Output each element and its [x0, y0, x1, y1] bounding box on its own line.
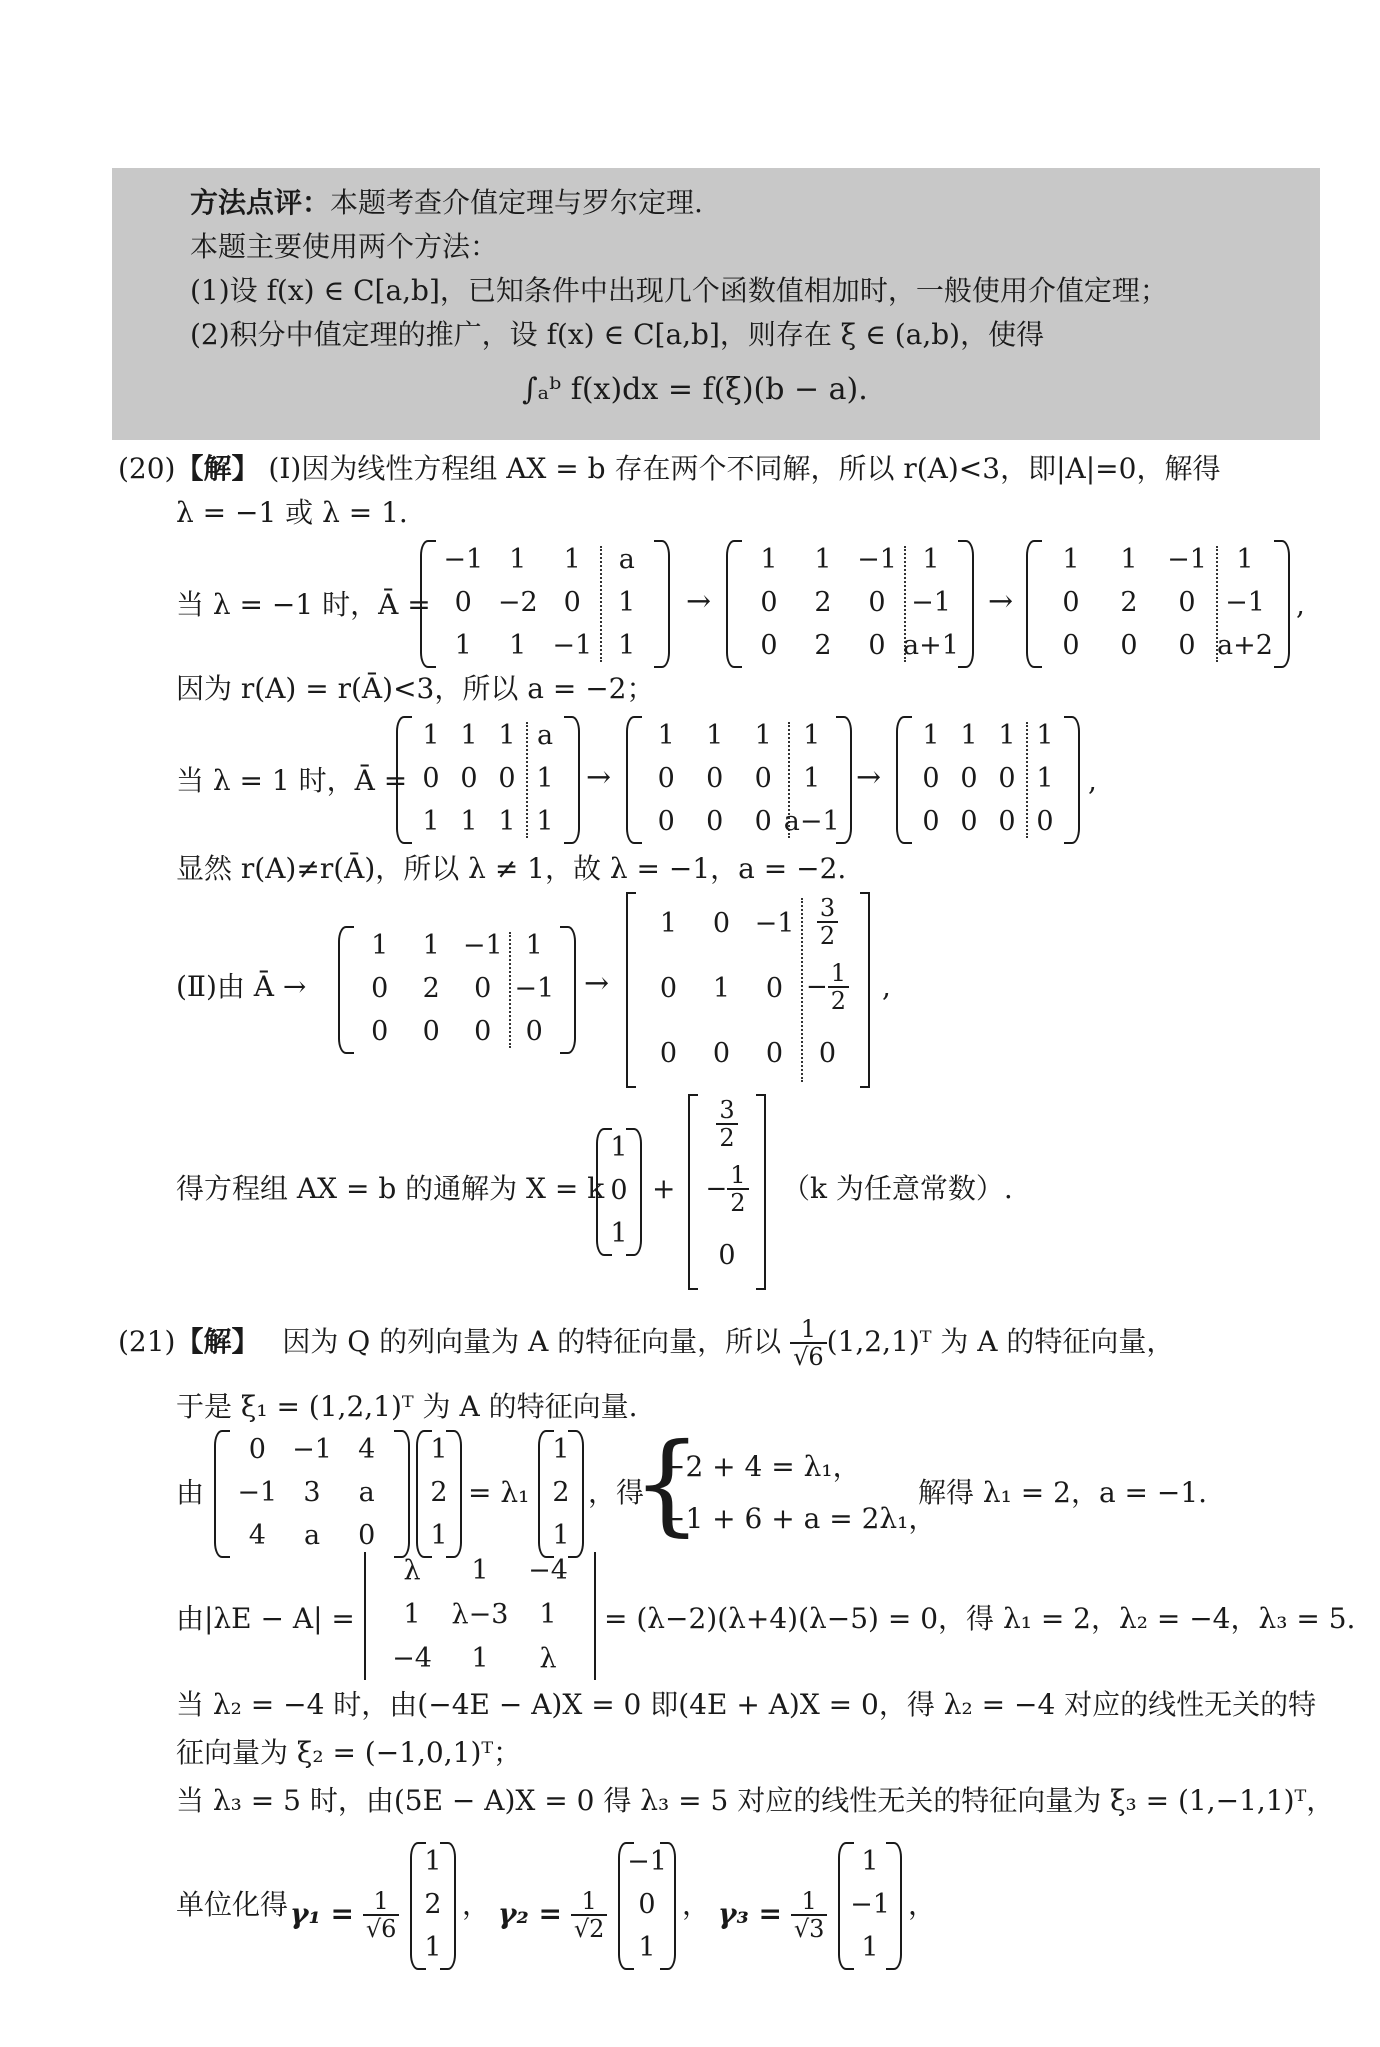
matrix-cell: 1	[525, 930, 543, 962]
matrix-cell: 0	[1036, 805, 1054, 837]
matrix-cell: 0	[922, 763, 940, 794]
matrix-cell: 1	[498, 805, 516, 837]
bracket-l	[626, 892, 636, 1088]
matrix-cell: a+2	[1217, 629, 1273, 661]
q21-det-prefix: 由|λE − A| =	[176, 1602, 355, 1635]
matrix-cell: 1	[861, 1931, 879, 1963]
matrix-cell: 3	[303, 1477, 321, 1508]
matrix-cell: 1	[960, 720, 978, 752]
matrix-cell: −1	[462, 930, 503, 962]
matrix-cell: 0	[1062, 587, 1080, 618]
remark-title: 方法点评：	[190, 186, 331, 219]
matrix-cell: 1	[803, 763, 821, 794]
matrix-cell: 0	[371, 1015, 389, 1047]
matrix-cell: 1	[509, 629, 527, 661]
matrix-cell: 1	[422, 930, 440, 962]
gamma-1-label	[290, 1888, 399, 1943]
q21-sys-2: −1 + 6 + a = 2λ₁，	[662, 1502, 937, 1535]
matrix-cell: $\frac{3}{2}$	[697, 1097, 757, 1152]
matrix-cell: −1	[627, 1846, 667, 1878]
q20-case1: 当 λ = −1 时，Ā =	[176, 588, 431, 621]
gamma-3-label	[718, 1888, 827, 1943]
matrix-cell: 0	[718, 1240, 736, 1272]
vector-xi1-left	[416, 1430, 462, 1558]
q21-line-2: 于是 ξ₁ = (1,2,1)ᵀ 为 A 的特征向量.	[176, 1390, 638, 1423]
q21-tag: 【解】	[175, 1324, 260, 1358]
matrix-cell: 1	[422, 805, 440, 837]
matrix-cell: −1	[552, 629, 593, 661]
matrix-cell: 1	[563, 544, 581, 576]
matrix-augmented-6	[896, 716, 1080, 844]
matrix-cell: 0	[760, 629, 778, 661]
det-bar-r	[594, 1552, 596, 1680]
q21-fraction	[790, 1316, 827, 1371]
matrix-cell: −1	[443, 544, 484, 576]
method-remark-box	[112, 168, 1320, 440]
matrix-cell: −1	[514, 973, 555, 1004]
matrix-cell: λ	[539, 1643, 557, 1674]
matrix-cell: 0	[1178, 629, 1196, 661]
matrix-cell: 0	[712, 907, 731, 939]
matrix-A	[214, 1430, 410, 1558]
matrix-cell: 0	[563, 587, 581, 618]
remark-line-3: (1)设 f(x) ∈ C[a,b]，已知条件中出现几个函数值相加时，一般使用介值定理；	[190, 274, 1168, 307]
matrix-cell: 1	[460, 805, 478, 837]
q20-line-3: 因为 r(A) = r(Ā)<3，所以 a = −2；	[176, 672, 655, 705]
matrix-cell: 1	[509, 544, 527, 576]
matrix-augmented-1	[420, 540, 670, 668]
matrix-cell: $\frac{3}{2}$	[798, 895, 858, 950]
matrix-cell: 1	[1036, 720, 1054, 752]
g3-num: 1	[791, 1888, 828, 1916]
matrix-cell: 2	[430, 1477, 448, 1508]
matrix-cell: 0	[460, 763, 478, 794]
matrix-cell: 0	[659, 1038, 678, 1070]
matrix-cell: 2	[814, 587, 832, 618]
matrix-cell: 2	[814, 629, 832, 661]
gamma-sep-2: ，	[682, 1888, 711, 1921]
bracket-r	[756, 1094, 766, 1290]
matrix-cell: 0	[1062, 629, 1080, 661]
q20-label: (20)	[118, 452, 176, 485]
matrix-cell: 0	[868, 629, 886, 661]
matrix-cell: 0	[712, 1038, 731, 1070]
matrix-cell: a	[618, 544, 635, 576]
determinant	[362, 1550, 598, 1682]
q21-det-suffix: = (λ−2)(λ+4)(λ−5) = 0，得 λ₁ = 2，λ₂ = −4，λ₃ = 5.	[604, 1602, 1356, 1635]
remark-text-1: 本题考查介值定理与罗尔定理.	[330, 186, 703, 219]
gamma-1-frac	[363, 1888, 400, 1943]
matrix-cell: 0	[525, 1015, 543, 1047]
matrix-cell: 0	[706, 763, 724, 794]
matrix-cell: −1	[237, 1477, 278, 1508]
remark-line-1	[190, 186, 703, 220]
matrix-augmented-2	[726, 540, 974, 668]
matrix-cell: 1	[371, 930, 389, 962]
matrix-cell: 1	[618, 629, 636, 661]
matrix-cell: 0	[1120, 629, 1138, 661]
q20-plus: +	[652, 1172, 676, 1205]
matrix-cell: −2	[497, 587, 538, 618]
matrix-cell: 1	[814, 544, 832, 576]
matrix-cell: 0	[610, 1175, 628, 1206]
matrix-cell: 2	[424, 1889, 442, 1920]
gamma-2-text: γ₂ =	[498, 1896, 562, 1930]
matrix-reduced	[626, 892, 870, 1088]
matrix-cell: 1	[998, 720, 1016, 752]
g1-den: √6	[365, 1915, 397, 1944]
arrow-3: →	[586, 760, 612, 795]
g2-den: √2	[573, 1915, 605, 1944]
matrix-cell: 1	[430, 1519, 448, 1551]
q21-label: (21)	[118, 1324, 176, 1358]
gamma-3-frac	[791, 1888, 828, 1943]
matrix-cell: 1	[754, 720, 772, 752]
bracket-r	[860, 892, 870, 1088]
paren-l	[1026, 540, 1042, 668]
q21-line-4: 征向量为 ξ₂ = (−1,0,1)ᵀ；	[176, 1736, 522, 1769]
gamma-3-text: γ₃ =	[718, 1896, 782, 1930]
vector-particular	[688, 1094, 766, 1290]
matrix-augmented-5	[626, 716, 852, 844]
matrix-cell: 1	[498, 720, 516, 752]
matrix-cell: 0	[818, 1038, 837, 1070]
matrix-cell: 1	[471, 1643, 489, 1674]
matrix-cell: 2	[422, 973, 440, 1004]
matrix-cell: 1	[922, 720, 940, 752]
matrix-cell: 2	[1120, 587, 1138, 618]
q21-line-1	[118, 1316, 1174, 1371]
matrix-cell: 0	[960, 805, 978, 837]
q21-text-1a: 因为 Q 的列向量为 A 的特征向量，所以	[282, 1324, 782, 1358]
matrix-cell: 1	[454, 629, 472, 661]
matrix-cell: −1	[1225, 587, 1265, 618]
matrix-cell: 1	[471, 1555, 489, 1586]
arrow-4: →	[856, 760, 882, 795]
matrix-cell: 1	[460, 720, 478, 752]
matrix-cell: 0	[657, 763, 675, 794]
matrix-cell: 1	[618, 587, 636, 618]
matrix-cell: 1	[424, 1846, 442, 1878]
gamma-2-frac	[571, 1888, 608, 1943]
matrix-cell: 1	[539, 1599, 557, 1630]
matrix-cell: a	[536, 720, 554, 752]
matrix-cell: 1	[861, 1846, 879, 1878]
q20-part2: (Ⅱ)由 Ā →	[176, 970, 307, 1003]
matrix-cell: 0	[498, 763, 516, 794]
matrix-cell: − $\frac{1}{2}$	[697, 1162, 757, 1217]
matrix-cell: λ−3	[451, 1599, 509, 1630]
matrix-cell: 0	[706, 805, 724, 837]
q20-comma-2: ,	[1088, 764, 1097, 797]
q21-unit: 单位化得	[176, 1888, 289, 1921]
gamma-2-label	[498, 1888, 607, 1943]
gamma-sep-1: ，	[462, 1888, 491, 1921]
matrix-cell: −4	[392, 1643, 432, 1674]
matrix-cell: 0	[765, 973, 784, 1004]
g1-num: 1	[363, 1888, 400, 1916]
matrix-cell: 0	[1178, 587, 1196, 618]
matrix-cell: 0	[998, 763, 1016, 794]
matrix-cell: a	[303, 1519, 321, 1551]
matrix-cell: 1	[1120, 544, 1138, 576]
matrix-cell: 1	[706, 720, 724, 752]
matrix-cell: 1	[1062, 544, 1080, 576]
matrix-cell: 1	[657, 720, 675, 752]
matrix-cell: −4	[528, 1555, 568, 1586]
q20-line-1	[118, 452, 1220, 486]
arrow-1: →	[686, 584, 712, 619]
q21-sys-1: −2 + 4 = λ₁，	[662, 1450, 861, 1483]
arrow-2: →	[988, 584, 1014, 619]
matrix-cell: 1	[610, 1132, 628, 1164]
matrix-cell: 0	[754, 763, 772, 794]
g3-den: √3	[793, 1915, 825, 1944]
q21-line-5: 当 λ₃ = 5 时，由(5E − A)X = 0 得 λ₃ = 5 对应的线性无关的特征向量为 ξ₃ = (1,−1,1)ᵀ，	[176, 1784, 1335, 1817]
matrix-cell: 1	[760, 544, 778, 576]
matrix-cell: 0	[765, 1038, 784, 1070]
vector-homogeneous	[596, 1128, 642, 1256]
q20-text-1: (Ⅰ)因为线性方程组 AX = b 存在两个不同解，所以 r(A)<3，即|A|=0，解得	[268, 452, 1221, 485]
q21-eq-lambda: = λ₁	[468, 1476, 530, 1509]
matrix-cell: 0	[474, 1015, 492, 1047]
q20-general-suffix: （k 为任意常数）.	[782, 1172, 1013, 1205]
q21-get: ，得	[588, 1476, 645, 1509]
matrix-cell: 1	[422, 720, 440, 752]
matrix-cell: 0	[454, 587, 472, 618]
q20-tag: 【解】	[175, 452, 260, 485]
matrix-cell: 0	[358, 1519, 376, 1551]
q21-line-3: 当 λ₂ = −4 时，由(−4E − A)X = 0 即(4E + A)X = 0，得 λ₂ = −4 对应的线性无关的特	[176, 1688, 1317, 1721]
matrix-cell: a+1	[903, 629, 959, 661]
matrix-cell: 1	[638, 1931, 656, 1963]
matrix-cell: 1	[610, 1217, 628, 1249]
matrix-cell: 0	[760, 587, 778, 618]
matrix-augmented-4	[396, 716, 580, 844]
matrix-cell: 2	[552, 1477, 570, 1508]
matrix-cell: − $\frac{1}{2}$	[798, 960, 858, 1015]
system-brace: {	[632, 1419, 702, 1547]
vector-gamma-3	[838, 1842, 902, 1970]
matrix-cell: 0	[422, 763, 440, 794]
matrix-cell: 1	[1236, 544, 1254, 576]
matrix-cell: λ	[403, 1555, 421, 1586]
q20-case2: 当 λ = 1 时，Ā =	[176, 764, 408, 797]
q20-comma-1: ,	[1296, 588, 1305, 621]
matrix-cell: 0	[754, 805, 772, 837]
frac-den: √6	[793, 1343, 824, 1372]
matrix-cell: 0	[248, 1434, 266, 1466]
matrix-cell: 0	[659, 973, 678, 1004]
gamma-end: ，	[908, 1888, 937, 1921]
remark-line-4: (2)积分中值定理的推广，设 f(x) ∈ C[a,b]，则存在 ξ ∈ (a,b)，使得	[190, 318, 1045, 351]
remark-formula: ∫ₐᵇ f(x)dx = f(ξ)(b − a).	[522, 372, 868, 407]
matrix-cell: 1	[424, 1931, 442, 1963]
gamma-1-text: γ₁ =	[290, 1896, 354, 1930]
q21-solve: 解得 λ₁ = 2，a = −1.	[918, 1476, 1208, 1509]
q20-line-4: 显然 r(A)≠r(Ā)，所以 λ ≠ 1，故 λ = −1，a = −2.	[176, 852, 847, 885]
matrix-cell: 1	[430, 1434, 448, 1466]
matrix-cell: 0	[422, 1015, 440, 1047]
remark-line-2: 本题主要使用两个方法：	[190, 230, 499, 263]
matrix-cell: 1	[552, 1434, 570, 1466]
matrix-cell: 1	[403, 1599, 421, 1630]
matrix-augmented-3	[1026, 540, 1290, 668]
matrix-cell: 1	[659, 907, 678, 939]
matrix-cell: 0	[474, 973, 492, 1004]
q21-by: 由	[176, 1476, 205, 1509]
vector-gamma-2	[618, 1842, 676, 1970]
matrix-cell: 0	[371, 973, 389, 1004]
det-bar-l	[364, 1552, 366, 1680]
matrix-cell: 1	[712, 973, 731, 1004]
arrow-5: →	[584, 966, 610, 1001]
matrix-cell: −1	[850, 1889, 890, 1920]
matrix-cell: 1	[803, 720, 821, 752]
matrix-cell: 0	[998, 805, 1016, 837]
matrix-cell: 0	[922, 805, 940, 837]
matrix-cell: a−1	[783, 805, 840, 837]
matrix-augmented-7	[338, 926, 576, 1054]
matrix-cell: −1	[292, 1434, 332, 1466]
vector-gamma-1	[410, 1842, 456, 1970]
matrix-cell: −1	[1167, 544, 1207, 576]
g2-num: 1	[571, 1888, 608, 1916]
matrix-cell: 4	[358, 1434, 376, 1466]
matrix-cell: 0	[638, 1889, 656, 1920]
matrix-cell: 0	[960, 763, 978, 794]
matrix-cell: 1	[536, 763, 554, 794]
matrix-cell: 1	[536, 805, 554, 837]
q20-line-2: λ = −1 或 λ = 1.	[176, 496, 408, 529]
q20-comma-3: ,	[882, 970, 891, 1003]
matrix-cell: 0	[868, 587, 886, 618]
paren-r	[1274, 540, 1290, 668]
matrix-cell: 0	[657, 805, 675, 837]
q20-general-prefix: 得方程组 AX = b 的通解为 X = k	[176, 1172, 605, 1205]
vector-xi1-right	[538, 1430, 584, 1558]
matrix-cell: 4	[248, 1519, 266, 1551]
matrix-cell: −1	[911, 587, 951, 618]
matrix-cell: 1	[922, 544, 940, 576]
matrix-cell: 1	[552, 1519, 570, 1551]
matrix-cell: a	[358, 1477, 375, 1508]
q21-text-1b: (1,2,1)ᵀ 为 A 的特征向量，	[826, 1324, 1175, 1358]
matrix-cell: −1	[754, 907, 795, 939]
matrix-cell: 1	[1036, 763, 1054, 794]
frac-num: 1	[790, 1316, 827, 1344]
matrix-cell: −1	[857, 544, 897, 576]
